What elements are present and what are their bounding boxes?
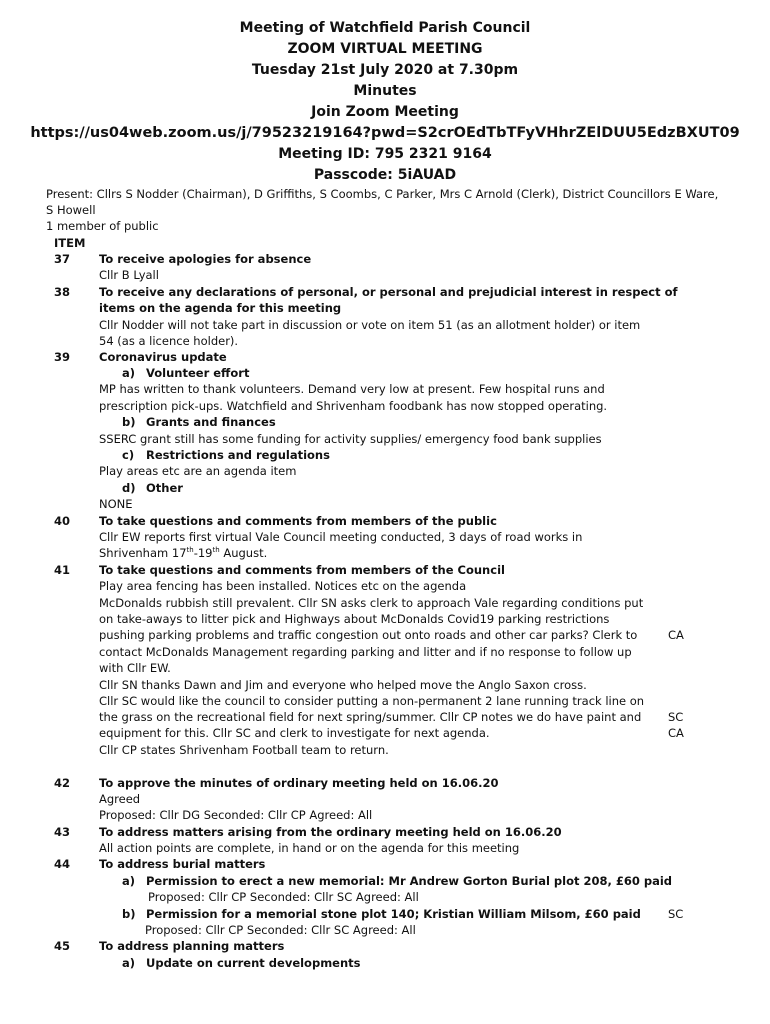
zoom-link[interactable]: https://us04web.zoom.us/j/79523219164?pwd=S2crOEdTbTFyVHhrZElDUU5EdzBXUT09 bbox=[30, 125, 740, 141]
item-text: Shrivenham 17th-19th August. bbox=[99, 546, 268, 560]
item-title: To take questions and comments from members of the public bbox=[99, 514, 497, 528]
item-text: SSERC grant still has some funding for activity supplies/ emergency food bank supplies bbox=[99, 432, 602, 446]
public-count: 1 member of public bbox=[46, 219, 159, 233]
item-text: Play area fencing has been installed. Notices etc on the agenda bbox=[99, 579, 467, 593]
item-number: 42 bbox=[54, 776, 71, 790]
passcode: Passcode: 5iAUAD bbox=[313, 167, 457, 183]
item-text: Cllr Nodder will not take part in discussion or vote on item 51 (as an allotment holder) or item bbox=[99, 318, 641, 332]
item-text: prescription pick-ups. Watchfield and Shrivenham foodbank has now stopped operating. bbox=[99, 399, 608, 413]
item-text: McDonalds rubbish still prevalent. Cllr SN asks clerk to approach Vale regarding conditions put bbox=[99, 596, 644, 610]
subitem-label: b) bbox=[122, 907, 136, 921]
subitem-title: Volunteer effort bbox=[146, 366, 250, 380]
meeting-id: Meeting ID: 795 2321 9164 bbox=[278, 146, 492, 162]
item-title: Coronavirus update bbox=[99, 350, 227, 364]
item-number: 37 bbox=[54, 252, 71, 266]
subitem-title: Grants and finances bbox=[146, 415, 276, 429]
subitem-title: Other bbox=[146, 481, 183, 495]
item-text: on take-aways to litter pick and Highways about McDonalds Covid19 parking restrictions bbox=[99, 612, 610, 626]
subitem-title: Permission to erect a new memorial: Mr Andrew Gorton Burial plot 208, £60 paid bbox=[146, 874, 673, 888]
subitem-label: a) bbox=[122, 874, 136, 888]
action-owner: CA bbox=[668, 726, 684, 740]
subitem-label: b) bbox=[122, 415, 136, 429]
meeting-type: ZOOM VIRTUAL MEETING bbox=[287, 41, 483, 57]
item-text: Cllr SN thanks Dawn and Jim and everyone who helped move the Anglo Saxon cross. bbox=[99, 678, 587, 692]
present-line-1: Present: Cllrs S Nodder (Chairman), D Griffiths, S Coombs, C Parker, Mrs C Arnold (Clerk), District Councillors E Ware, bbox=[46, 187, 719, 201]
item-text: contact McDonalds Management regarding parking and litter and if no response to follow up bbox=[99, 645, 632, 659]
action-owner: SC bbox=[668, 907, 684, 921]
item-title: To take questions and comments from members of the Council bbox=[99, 563, 505, 577]
item-text: Cllr B Lyall bbox=[99, 268, 159, 282]
item-text: 54 (as a licence holder). bbox=[99, 334, 239, 348]
join-zoom-label: Join Zoom Meeting bbox=[311, 104, 459, 120]
subitem-title: Restrictions and regulations bbox=[146, 448, 330, 462]
subitem-label: a) bbox=[122, 956, 136, 970]
subitem-title: Update on current developments bbox=[146, 956, 361, 970]
item-text: Agreed bbox=[99, 792, 141, 806]
item-title: To address burial matters bbox=[99, 857, 266, 871]
item-number: 45 bbox=[54, 939, 71, 953]
item-number: 41 bbox=[54, 563, 71, 577]
item-number: 38 bbox=[54, 285, 71, 299]
item-text: Cllr EW reports first virtual Vale Council meeting conducted, 3 days of road works in bbox=[99, 530, 583, 544]
action-owner: SC bbox=[668, 710, 684, 724]
document-type: Minutes bbox=[353, 83, 417, 99]
item-title: To receive apologies for absence bbox=[99, 252, 312, 266]
item-column-header: ITEM bbox=[54, 236, 86, 250]
item-title: items on the agenda for this meeting bbox=[99, 301, 342, 315]
item-number: 39 bbox=[54, 350, 71, 364]
item-number: 44 bbox=[54, 857, 71, 871]
item-text: with Cllr EW. bbox=[99, 661, 171, 675]
item-text: equipment for this. Cllr SC and clerk to investigate for next agenda. bbox=[99, 726, 490, 740]
present-line-2: S Howell bbox=[46, 203, 96, 217]
item-title: To approve the minutes of ordinary meeting held on 16.06.20 bbox=[99, 776, 499, 790]
item-text: the grass on the recreational field for next spring/summer. Cllr CP notes we do have paint and bbox=[99, 710, 642, 724]
item-title: To address planning matters bbox=[99, 939, 285, 953]
item-text: All action points are complete, in hand or on the agenda for this meeting bbox=[99, 841, 520, 855]
minutes-header bbox=[0, 18, 770, 186]
action-owner: CA bbox=[668, 628, 684, 642]
subitem-label: a) bbox=[122, 366, 136, 380]
item-text: Proposed: Cllr CP Seconded: Cllr SC Agreed: All bbox=[148, 890, 419, 904]
item-text: Proposed: Cllr DG Seconded: Cllr CP Agreed: All bbox=[99, 808, 373, 822]
item-text: Proposed: Cllr CP Seconded: Cllr SC Agreed: All bbox=[145, 923, 416, 937]
subitem-label: c) bbox=[122, 448, 135, 462]
subitem-label: d) bbox=[122, 481, 136, 495]
subitem-title: Permission for a memorial stone plot 140; Kristian William Milsom, £60 paid bbox=[146, 907, 641, 921]
item-text: Cllr CP states Shrivenham Football team to return. bbox=[99, 743, 389, 757]
meeting-date: Tuesday 21st July 2020 at 7.30pm bbox=[251, 62, 519, 78]
council-title: Meeting of Watchfield Parish Council bbox=[239, 20, 531, 36]
item-text: NONE bbox=[99, 497, 133, 511]
item-number: 40 bbox=[54, 514, 71, 528]
item-text: pushing parking problems and traffic congestion out onto roads and other car parks? Clerk to bbox=[99, 628, 638, 642]
item-title: To receive any declarations of personal, or personal and prejudicial interest in respect of bbox=[99, 285, 678, 299]
item-text: Cllr SC would like the council to consider putting a non-permanent 2 lane running track line on bbox=[99, 694, 645, 708]
item-number: 43 bbox=[54, 825, 71, 839]
item-title: To address matters arising from the ordinary meeting held on 16.06.20 bbox=[99, 825, 562, 839]
item-text: Play areas etc are an agenda item bbox=[99, 464, 297, 478]
item-text: MP has written to thank volunteers. Demand very low at present. Few hospital runs and bbox=[99, 382, 605, 396]
